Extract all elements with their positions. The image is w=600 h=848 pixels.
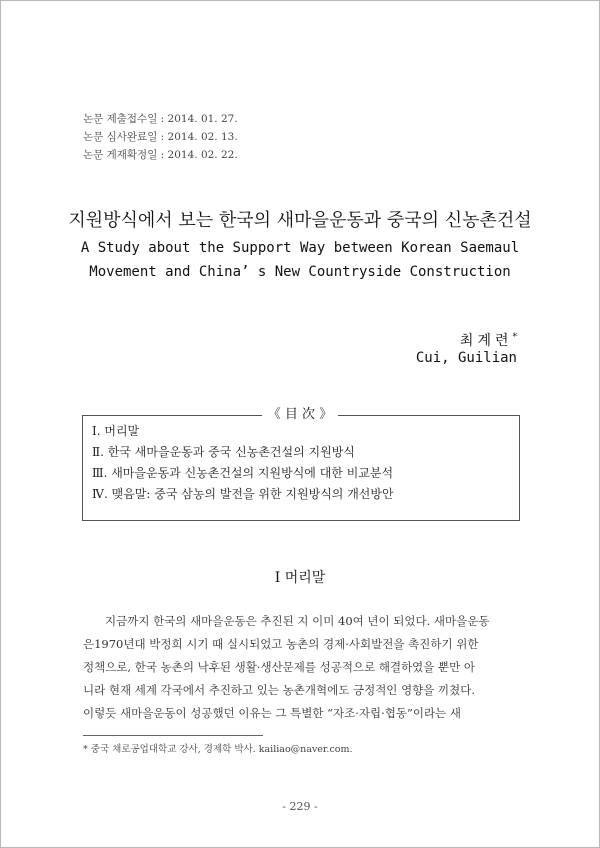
page-number: - 229 - xyxy=(282,800,318,813)
author-footnote-marker: * xyxy=(512,332,517,343)
body-paragraph xyxy=(83,610,517,725)
english-title-line-1: A Study about the Support Way between Korean Saemaul xyxy=(80,240,520,256)
english-title-line-2: Movement and China’ s New Countryside Construction xyxy=(89,264,511,280)
korean-title: 지원방식에서 보는 한국의 새마을운동과 중국의 신농촌건설 xyxy=(68,210,532,231)
footnote-divider xyxy=(83,735,263,736)
submission-dates xyxy=(83,110,238,164)
toc-heading-text: 《 目 次 》 xyxy=(262,407,338,422)
confirmed-date: 논문 게재확정일 : 2014. 02. 22. xyxy=(83,149,238,161)
author-korean-name: 최계련 xyxy=(459,333,513,349)
toc-item-1: Ⅰ. 머리말 xyxy=(92,424,140,438)
body-line-2: 은1970년대 박정희 시기 때 실시되었고 농촌의 경제·사회발전을 촉진하기 위한 xyxy=(83,637,479,651)
body-line-1: 지금까지 한국의 새마을운동은 추진된 지 이미 40여 년이 되었다. 새마을운동 xyxy=(105,614,490,628)
section-heading: Ⅰ 머리말 xyxy=(274,570,326,586)
author-footnote: * 중국 채로공업대학교 강사, 경제학 박사. kailiao@naver.com. xyxy=(83,744,353,755)
received-date: 논문 제출접수일 : 2014. 01. 27. xyxy=(83,113,238,125)
author-korean xyxy=(460,330,517,350)
toc-list xyxy=(92,421,394,505)
body-line-4: 니라 현재 세계 각국에서 추진하고 있는 농촌개혁에도 긍정적인 영향을 끼쳤다. xyxy=(83,683,476,697)
toc-item-4: Ⅳ. 맺음말: 중국 삼농의 발전을 위한 지원방식의 개선방안 xyxy=(92,487,394,501)
body-line-5: 이렇듯 새마을운동이 성공했던 이유는 그 특별한 “자조·자립·협동”이라는 새 xyxy=(83,706,461,720)
toc-heading xyxy=(0,403,600,422)
author-english: Cui, Guilian xyxy=(415,350,517,366)
english-title xyxy=(0,236,600,284)
reviewed-date: 논문 심사완료일 : 2014. 02. 13. xyxy=(83,131,238,143)
body-line-3: 정책으로, 한국 농촌의 낙후된 생활·생산문제를 성공적으로 해결하였을 뿐만 아 xyxy=(83,660,476,674)
toc-item-2: Ⅱ. 한국 새마을운동과 중국 신농촌건설의 지원방식 xyxy=(92,445,355,459)
toc-item-3: Ⅲ. 새마을운동과 신농촌건설의 지원방식에 대한 비교분석 xyxy=(92,466,394,480)
